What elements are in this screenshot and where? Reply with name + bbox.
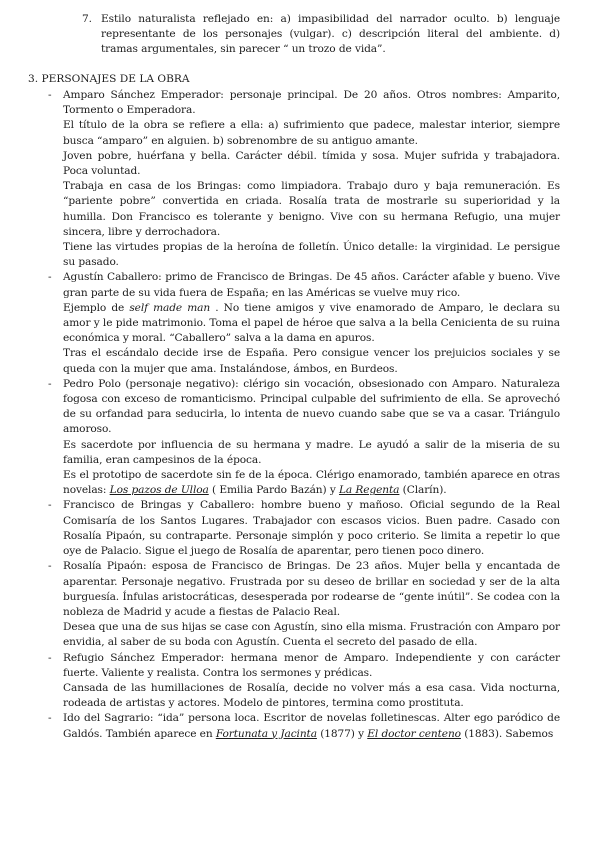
text-run: Ejemplo de: [63, 301, 130, 314]
character-amparo: [40, 88, 560, 270]
book-title: El doctor centeno: [367, 727, 461, 740]
paragraph: Francisco de Bringas y Caballero: hombre bueno y mañoso. Oficial segundo de la Real Comisaría de los Santos Lugares. Trabajador con escasos vicios. Buen padre. Casado con Rosalía Pipaón, su contraparte. Personaje simplón y poco criterio. Se limita a repetir lo que oye de Palacio. Sigue el juego de Rosalía de aparentar, pero tienen poco dinero.: [63, 499, 560, 558]
text-run: Ido del Sagrario: “ida” persona loca. Escritor de novelas folletinescas. Alter ego paródico de Galdós. También aparece en: [63, 712, 560, 740]
character-agustin: [40, 270, 560, 376]
paragraph: [63, 468, 560, 498]
section-title: 3. PERSONAJES DE LA OBRA: [28, 73, 190, 85]
numbered-list-item: [82, 12, 560, 58]
item-number: 7.: [82, 13, 92, 25]
paragraph: Pedro Polo (personaje negativo): clérigo sin vocación, obsesionado con Amparo. Naturaleza fogosa con exceso de romanticismo. Principal culpable del sufrimiento de ella. Se aprovechó de su orfandad para seducirla, lo intenta de nuevo cuando sabe que se va a casar. Triángulo amoroso.: [63, 377, 560, 436]
book-title: Fortunata y Jacinta: [215, 727, 317, 740]
text-run: ( Emilia Pardo Bazán) y: [208, 484, 339, 497]
text-run: Es el prototipo de sacerdote sin fe de la época. Clérigo enamorado, también aparece en otras novelas:: [63, 469, 560, 497]
text-run: (1877) y: [316, 727, 368, 740]
character-pedro: [40, 377, 560, 499]
bullet-dash: -: [48, 651, 52, 664]
paragraph: Cansada de las humillaciones de Rosalía, decide no volver más a esa casa. Vida nocturna, rodeada de artistas y actores. Modelo de pintores, termina como prostituta.: [63, 681, 560, 710]
paragraph: [63, 711, 560, 741]
character-refugio: [40, 651, 560, 712]
bullet-dash: -: [48, 377, 52, 390]
paragraph: Joven pobre, huérfana y bella. Carácter débil. tímida y sosa. Mujer sufrida y trabajadora. Poca voluntad.: [63, 149, 560, 178]
bullet-dash: -: [48, 499, 52, 512]
bullet-dash: -: [48, 89, 52, 101]
paragraph: Refugio Sánchez Emperador: hermana menor de Amparo. Independiente y con carácter fuerte. Valiente y realista. Contra los sermones y prédicas.: [63, 651, 560, 679]
character-rosalia: [40, 559, 560, 650]
book-title: Los pazos de Ulloa: [109, 484, 209, 497]
text-run: . No tiene amigos y vive enamorado de Amparo, le declara su amor y le pide matrimonio. Toma el papel de héroe que salva a la bella Cenicienta de su ruina económica y moral. “Caballero” salva a la dama en apuros.: [63, 301, 560, 345]
bullet-dash: -: [48, 271, 52, 284]
bullet-dash: -: [48, 560, 52, 573]
character-list: [40, 88, 560, 742]
item-text: Estilo naturalista reflejado en: a) impasibilidad del narrador oculto. b) lenguaje representante de los personajes (vulgar). c) descripción literal del ambiente. d) tramas argumentales, sin parecer “ un trozo de vida”.: [101, 13, 560, 56]
italic-term: self made man: [129, 301, 211, 314]
paragraph: Tiene las virtudes propias de la heroína de folletín. Único detalle: la virginidad. Le persigue su pasado.: [63, 241, 560, 269]
text-run: (1883). Sabemos: [460, 727, 554, 740]
bullet-dash: -: [48, 712, 52, 725]
paragraph: Rosalía Pipaón: esposa de Francisco de Bringas. De 23 años. Mujer bella y encantada de aparentar. Personaje negativo. Frustrada por su deseo de brillar en sociedad y ser de la alta burguesía. Ínfulas aristocráticas, desesperada por rodearse de “gente inútil”. Se codea con la nobleza de Madrid y acude a fiestas de Palacio Real.: [63, 560, 560, 618]
paragraph: Tras el escándalo decide irse de España. Pero consigue vencer los prejuicios sociales y se queda con la mujer que ama. Instalándose, ámbos, en Burdeos.: [63, 347, 560, 375]
character-ido: [40, 711, 560, 741]
character-francisco: [40, 498, 560, 559]
text-run: (Clarín).: [399, 484, 447, 497]
book-title: La Regenta: [338, 484, 400, 497]
paragraph: El título de la obra se refiere a ella: a) sufrimiento que padece, malestar interior, siempre busca “amparo” en alguien. b) sobrenombre de su antiguo amante.: [63, 119, 560, 147]
paragraph: Desea que una de sus hijas se case con Agustín, sino ella misma. Frustración con Amparo por envidia, al saber de su boda con Agustín. Cuenta el secreto del pasado de ella.: [63, 621, 560, 649]
paragraph: [63, 301, 560, 347]
paragraph: Amparo Sánchez Emperador: personaje principal. De 20 años. Otros nombres: Amparito, Tormento o Emperadora.: [63, 89, 560, 117]
paragraph: Trabaja en casa de los Bringas: como limpiadora. Trabajo duro y baja remuneración. Es “pariente pobre” convertida en criada. Rosalía trata de mostrarle su superioridad y la humilla. Don Francisco es tolerante y benigno. Vive con su hermana Refugio, una mujer sincera, libre y derrochadora.: [63, 180, 560, 238]
paragraph: Es sacerdote por influencia de su hermana y madre. Le ayudó a salir de la miseria de su familia, eran campesinos de la época.: [63, 438, 560, 466]
paragraph: Agustín Caballero: primo de Francisco de Bringas. De 45 años. Carácter afable y bueno. Vive gran parte de su vida fuera de España; en las Américas se vuelve muy rico.: [63, 271, 560, 299]
